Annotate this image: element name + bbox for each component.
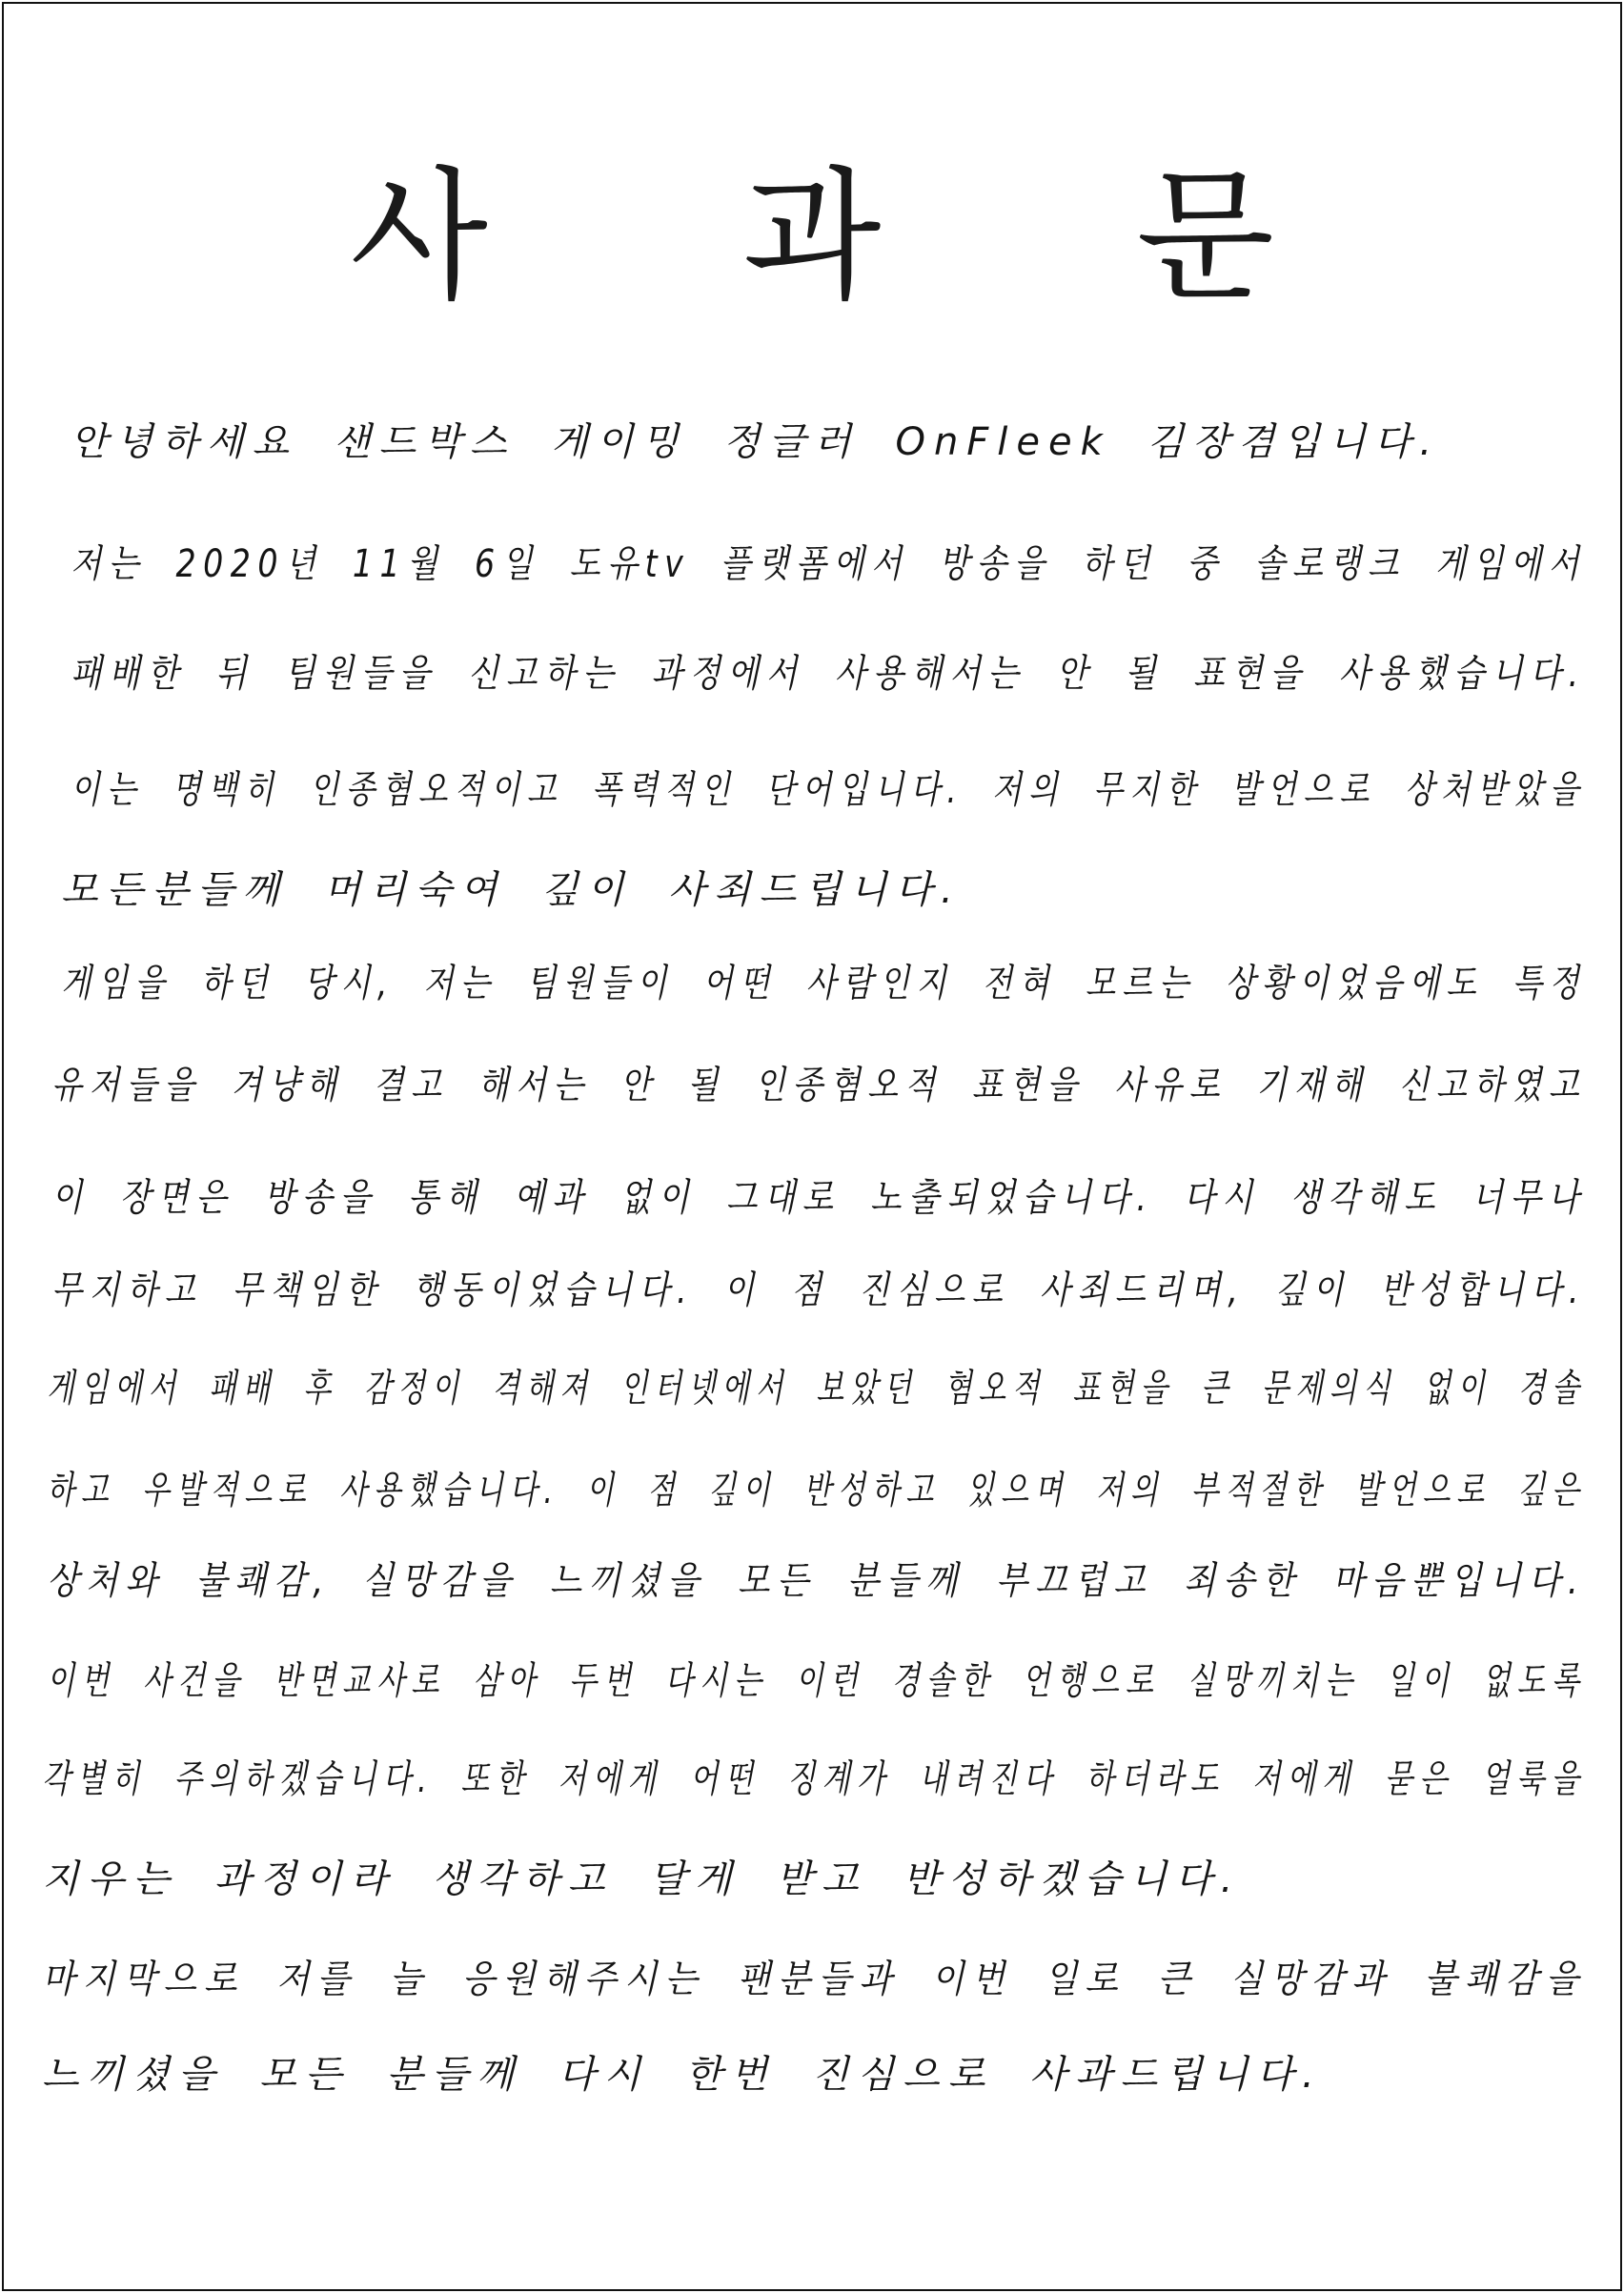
letter-line: 각별히 주의하겠습니다. 또한 저에게 어떤 징계가 내려진다 하더라도 저에게 묻은 얼룩을 [42,1757,1586,1801]
letter-title: 사 과 문 [349,154,1380,320]
letter-line: 게임을 하던 당시, 저는 팀원들이 어떤 사람인지 전혀 모르는 상황이었음에도 특정 [61,962,1587,1005]
letter-line: 무지하고 무책임한 행동이었습니다. 이 점 진심으로 사죄드리며, 깊이 반성합니다. [51,1268,1586,1312]
letter-line: 게임에서 패배 후 감정이 격해져 인터넷에서 보았던 혐오적 표현을 큰 문제의식 없이 경솔 [47,1367,1586,1410]
letter-line: 유저들을 겨냥해 결고 해서는 안 될 인종혐오적 표현을 사유로 기재해 신고하였고 [51,1064,1587,1107]
letter-line: 패배한 뒤 팀원들을 신고하는 과정에서 사용해서는 안 될 표현을 사용했습니다. [71,652,1586,696]
letter-line: 이번 사건을 반면교사로 삼아 두번 다시는 이런 경솔한 언행으로 실망끼치는 일이 없도록 [47,1659,1586,1703]
apology-letter-page [2,2,1622,2291]
letter-line: 지우는 과정이라 생각하고 달게 받고 반성하겠습니다. [42,1857,1242,1901]
letter-line: 저는 2020년 11월 6일 도유tv 플랫폼에서 방송을 하던 중 솔로랭크 게임에서 [71,542,1587,586]
letter-line: 안녕하세요 샌드박스 게이밍 정글러 OnFleek 김장겸입니다. [71,420,1441,464]
letter-line: 하고 우발적으로 사용했습니다. 이 점 깊이 반성하고 있으며 저의 부적절한 발언으로 깊은 [47,1469,1586,1512]
letter-line: 마지막으로 저를 늘 응원해주시는 팬분들과 이번 일로 큰 실망감과 불쾌감을 [42,1958,1587,2001]
letter-line: 느끼셨을 모든 분들께 다시 한번 진심으로 사과드립니다. [42,2053,1323,2097]
letter-line: 모든분들께 머리숙여 깊이 사죄드립니다. [61,868,962,912]
letter-line: 상처와 불쾌감, 실망감을 느끼셨을 모든 분들께 부끄럽고 죄송한 마음뿐입니다. [47,1559,1586,1603]
letter-line: 이는 명백히 인종혐오적이고 폭력적인 단어입니다. 저의 무지한 발언으로 상처받았을 [71,768,1586,812]
letter-line: 이 장면은 방송을 통해 예과 없이 그대로 노출되었습니다. 다시 생각해도 너무나 [51,1176,1587,1220]
